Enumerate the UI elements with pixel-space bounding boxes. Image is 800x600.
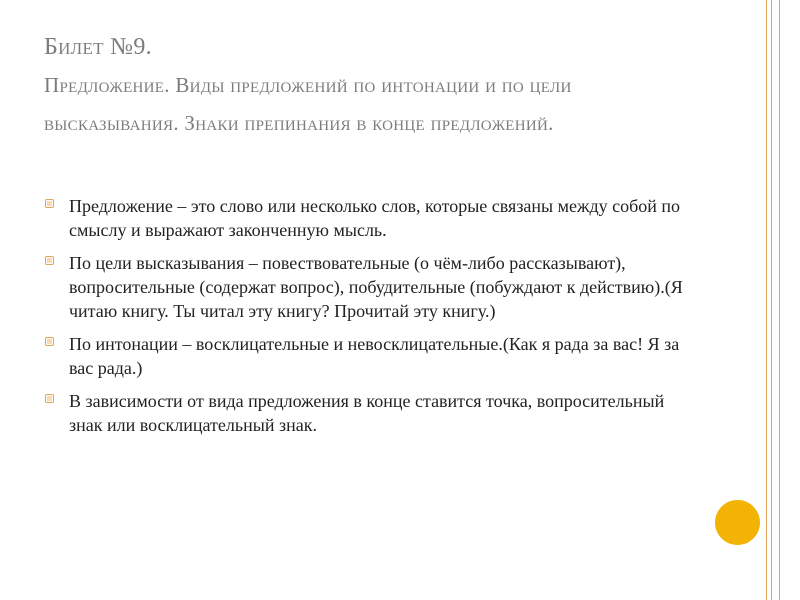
bullet-text: По интонации – восклицательные и невосклицательные.(Как я рада за вас! Я за вас рада.) <box>69 334 680 378</box>
bullet-icon <box>44 391 56 409</box>
decorative-line <box>771 0 772 600</box>
slide-title <box>44 28 694 142</box>
title-ticket-number: Билет №9. <box>44 34 152 60</box>
bullet-text: В зависимости от вида предложения в конце ставится точка, вопросительный знак или восклицательный знак. <box>69 391 665 435</box>
list-item <box>44 332 684 380</box>
list-item <box>44 389 684 437</box>
title-topic: Предложение. Виды предложений по интонации и по цели высказывания. Знаки препинания в конце предложений. <box>44 73 572 135</box>
bullet-icon <box>44 334 56 352</box>
decorative-circle-icon <box>713 498 762 547</box>
bullet-text: Предложение – это слово или несколько слов, которые связаны между собой по смыслу и выражают законченную мысль. <box>69 196 681 240</box>
list-item <box>44 194 684 242</box>
bullet-text: По цели высказывания – повествовательные (о чём-либо рассказывают), вопросительные (содержат вопрос), побудительные (побуждают к действию).(Я читаю книгу. Ты читал эту книгу? Прочитай эту книгу.) <box>69 253 683 321</box>
bullet-list <box>44 194 684 446</box>
decorative-line <box>766 0 767 600</box>
decorative-line <box>779 0 780 600</box>
list-item <box>44 251 684 323</box>
bullet-icon <box>44 196 56 214</box>
bullet-icon <box>44 253 56 271</box>
